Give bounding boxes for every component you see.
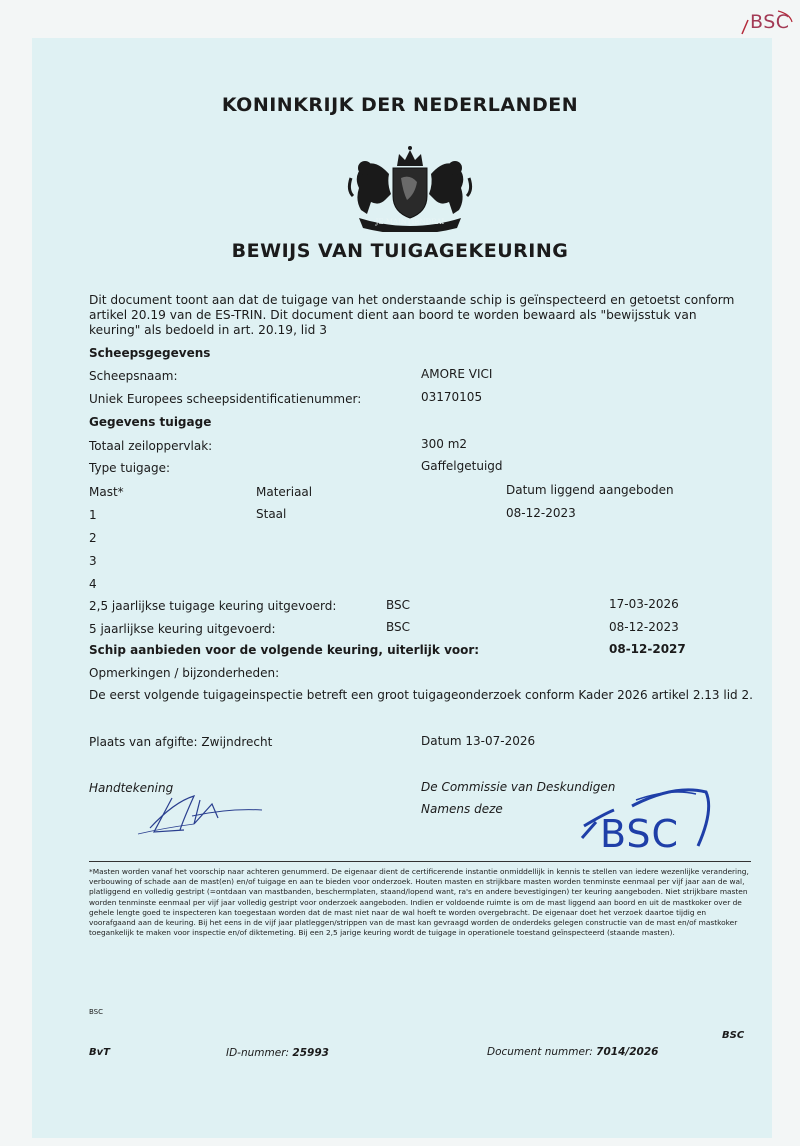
ship-name-label: Scheepsnaam: [89,369,178,383]
eni-value: 03170105 [421,390,483,404]
commission-label: De Commissie van Deskundigen [421,780,616,794]
inspection-25-by: BSC [386,598,411,612]
kingdom-title: KONINKRIJK DER NEDERLANDEN [221,94,579,116]
id-number [226,1047,329,1059]
ship-name-value: AMORE VICI [421,367,493,381]
footnote-text: *Masten worden vanaf het voorschip naar achteren genummerd. De eigenaar dient de certificerende instantie onmiddellijk in kennis te stellen van iedere wezenlijke verandering, verbouwing of schade aan de mast(en) en/of tuigage en aan te bieden voor onderzoek. Houten masten en strijkbare masten worden tenminste eenmaal per vijf jaar aan de wal, platliggend en volledig gestript (=ontdaan van mastbanden, beschermplaten, staand/lopend want, ra's en andere bevestigingen) ter keuring aangeboden. Niet strijkbare masten worden tenminste eenmaal per vijf jaar volledig gestript voor onderzoek aangeboden. Indien er voldoende ruimte is om de mast liggend aan boord en uit de mastkoker over de gehele lengte goed te inspecteren kan toegestaan worden dat de mast niet naar de wal hoeft te worden overgebracht. De eigenaar doet het verzoek daartoe tijdig en voorafgaand aan de keuring. Bij het eens in de vijf jaar platleggen/strippen van de mast kan gevraagd worden de onderdeks gelegen constructie van de mast en/of mastkoker toegankelijk te maken voor inspectie en/of diktemeting. Bij een 2,5 jarige keuring wordt de tuigage in operationele toestand geïnspecteerd (staande masten). [89,867,749,938]
issue-place: Plaats van afgifte: Zwijndrecht [89,735,273,749]
mast-header-material: Materiaal [256,485,313,499]
intro-paragraph: Dit document toont aan dat de tuigage van het onderstaande schip is geïnspecteerd en getoetst conform artikel 20.19 van de ES-TRIN. Dit document dient aan boord te worden bewaard als "bewijsstuk van keuring" als bedoeld in art. 20.19, lid 3 [89,293,735,337]
inspection-25-label: 2,5 jaarlijkse tuigage keuring uitgevoerd: [89,599,337,613]
next-inspection-date: 08-12-2027 [609,642,686,656]
document-number-label: Document nummer: [487,1046,593,1058]
signature-scribble [134,788,269,836]
mast-row-1-date: 08-12-2023 [506,506,576,520]
bsc-right-label: BSC [722,1030,745,1041]
mast-row-1-material: Staal [256,507,287,521]
mast-header-date: Datum liggend aangeboden [506,483,674,497]
ship-heading: Scheepsgegevens [89,346,211,360]
remarks-text: De eerst volgende tuigageinspectie betreft een groot tuigageonderzoek conform Kader 2026 artikel 2.13 lid 2. [89,688,753,702]
inspection-25-date: 17-03-2026 [609,597,679,611]
inspection-5-label: 5 jaarlijkse keuring uitgevoerd: [89,622,276,636]
bvt-label: BvT [89,1047,110,1058]
inspection-5-by: BSC [386,620,411,634]
remarks-label: Opmerkingen / bijzonderheden: [89,666,280,680]
document-number [487,1046,658,1058]
mast-row-2-num: 2 [89,531,97,545]
eni-label: Uniek Europees scheepsidentificatienummer: [89,392,362,406]
mast-row-4-num: 4 [89,577,97,591]
inspection-5-date: 08-12-2023 [609,620,679,634]
sail-area-value: 300 m2 [421,437,468,451]
mast-row-1-num: 1 [89,508,97,522]
bsc-small-label: BSC [89,1008,104,1016]
rigging-heading: Gegevens tuigage [89,415,212,429]
on-behalf-label: Namens deze [421,802,503,816]
mast-header-mast: Mast* [89,485,124,499]
bsc-stamp [574,780,720,862]
document-title: BEWIJS VAN TUIGAGEKEURING [231,240,569,262]
rig-type-label: Type tuigage: [89,461,171,475]
bsc-stamp-text: BSC [600,812,680,856]
rig-type-value: Gaffelgetuigd [421,459,503,473]
signature-label: Handtekening [89,781,174,795]
document-number-value: 7014/2026 [596,1046,659,1058]
coat-of-arms [345,144,475,232]
sail-area-label: Totaal zeiloppervlak: [89,439,213,453]
motto-text: JE MAINTIENDRAI [375,218,445,226]
id-number-value: 25993 [292,1047,329,1059]
next-inspection-label: Schip aanbieden voor de volgende keuring, uiterlijk voor: [89,643,480,657]
issue-date: Datum 13-07-2026 [421,734,536,748]
corner-logo-text: BSC [750,11,790,33]
mast-row-3-num: 3 [89,554,97,568]
handwritten-signature-icon [134,788,269,836]
id-number-label: ID-nummer: [226,1047,290,1059]
footnote-divider [89,861,751,862]
corner-bsc-logo [738,8,794,36]
